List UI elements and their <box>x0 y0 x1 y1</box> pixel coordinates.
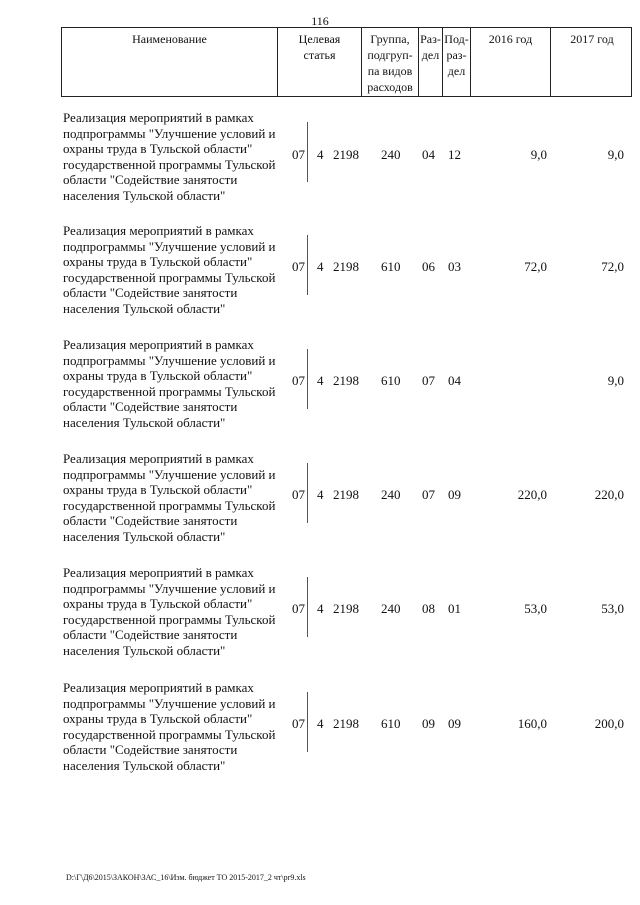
cell-value-2017: 53,0 <box>601 601 624 616</box>
row-divider <box>307 349 308 409</box>
cell-value-2017: 9,0 <box>607 373 624 388</box>
cell-code: 2198 <box>333 373 359 388</box>
cell-subsection: 04 <box>448 373 461 388</box>
table-row <box>0 337 640 451</box>
row-name: Реализация мероприятий в рамках подпрограммы "Улучшение условий и охраны труда в Тульской области" государственной программы Тульской области "Содействие занятости населения Тульской области" <box>63 223 276 316</box>
cell-program: 07 <box>292 373 305 388</box>
header-section: Раз-дел <box>419 28 443 96</box>
cell-subsection: 09 <box>448 716 461 731</box>
cell-section: 07 <box>422 487 435 502</box>
row-divider <box>307 122 308 182</box>
cell-code: 2198 <box>333 487 359 502</box>
cell-value-2016: 160,0 <box>517 716 547 731</box>
row-name: Реализация мероприятий в рамках подпрограммы "Улучшение условий и охраны труда в Тульской области" государственной программы Тульской области "Содействие занятости населения Тульской области" <box>63 451 276 544</box>
row-name: Реализация мероприятий в рамках подпрограммы "Улучшение условий и охраны труда в Тульской области" государственной программы Тульской области "Содействие занятости населения Тульской области" <box>63 680 276 773</box>
cell-program: 07 <box>292 716 305 731</box>
cell-expense-group: 240 <box>381 147 401 162</box>
cell-value-2017: 220,0 <box>594 487 624 502</box>
row-divider <box>307 463 308 523</box>
cell-program: 07 <box>292 487 305 502</box>
cell-expense-group: 240 <box>381 487 401 502</box>
cell-value-2016: 72,0 <box>524 259 547 274</box>
cell-code: 2198 <box>333 147 359 162</box>
cell-code: 2198 <box>333 601 359 616</box>
row-divider <box>307 235 308 295</box>
file-path-footer: D:\Г\Д6\2015\ЗАКОН\ЗАС_16\Изм. бюджет ТО 2015-2017_2 чт\pr9.xls <box>66 873 306 882</box>
row-name: Реализация мероприятий в рамках подпрограммы "Улучшение условий и охраны труда в Тульской области" государственной программы Тульской области "Содействие занятости населения Тульской области" <box>63 565 276 658</box>
table-header <box>61 27 632 97</box>
header-name: Наименование <box>62 28 278 96</box>
cell-subprogram: 4 <box>317 716 324 731</box>
row-name: Реализация мероприятий в рамках подпрограммы "Улучшение условий и охраны труда в Тульской области" государственной программы Тульской области "Содействие занятости населения Тульской области" <box>63 110 276 203</box>
cell-value-2017: 72,0 <box>601 259 624 274</box>
header-year-2017: 2017 год <box>570 32 614 46</box>
cell-subprogram: 4 <box>317 601 324 616</box>
cell-section: 09 <box>422 716 435 731</box>
row-divider <box>307 692 308 752</box>
cell-subsection: 01 <box>448 601 461 616</box>
cell-expense-group: 610 <box>381 716 401 731</box>
header-subsection: Под-раз-дел <box>443 28 471 96</box>
cell-code: 2198 <box>333 716 359 731</box>
cell-value-2017: 200,0 <box>594 716 624 731</box>
row-divider <box>307 577 308 637</box>
table-row <box>0 680 640 794</box>
header-expense-group: Группа, подгруп-па видов расходов <box>362 28 419 96</box>
cell-section: 04 <box>422 147 435 162</box>
cell-subprogram: 4 <box>317 259 324 274</box>
cell-subsection: 09 <box>448 487 461 502</box>
cell-section: 08 <box>422 601 435 616</box>
page-number: 116 <box>311 14 329 28</box>
header-year-2016: 2016 год <box>471 28 551 96</box>
table-row <box>0 110 640 224</box>
table-row <box>0 451 640 565</box>
cell-expense-group: 610 <box>381 259 401 274</box>
cell-value-2016: 220,0 <box>517 487 547 502</box>
cell-expense-group: 610 <box>381 373 401 388</box>
cell-program: 07 <box>292 601 305 616</box>
cell-expense-group: 240 <box>381 601 401 616</box>
cell-subprogram: 4 <box>317 147 324 162</box>
cell-subsection: 12 <box>448 147 461 162</box>
cell-value-2017: 9,0 <box>607 147 624 162</box>
cell-subprogram: 4 <box>317 487 324 502</box>
cell-section: 06 <box>422 259 435 274</box>
cell-subsection: 03 <box>448 259 461 274</box>
cell-subprogram: 4 <box>317 373 324 388</box>
cell-section: 07 <box>422 373 435 388</box>
table-row <box>0 565 640 679</box>
table-row <box>0 223 640 337</box>
cell-value-2016: 53,0 <box>524 601 547 616</box>
header-target-article: Целевая статья <box>278 28 362 96</box>
cell-value-2016: 9,0 <box>530 147 547 162</box>
cell-code: 2198 <box>333 259 359 274</box>
cell-program: 07 <box>292 147 305 162</box>
cell-program: 07 <box>292 259 305 274</box>
row-name: Реализация мероприятий в рамках подпрограммы "Улучшение условий и охраны труда в Тульской области" государственной программы Тульской области "Содействие занятости населения Тульской области" <box>63 337 276 430</box>
